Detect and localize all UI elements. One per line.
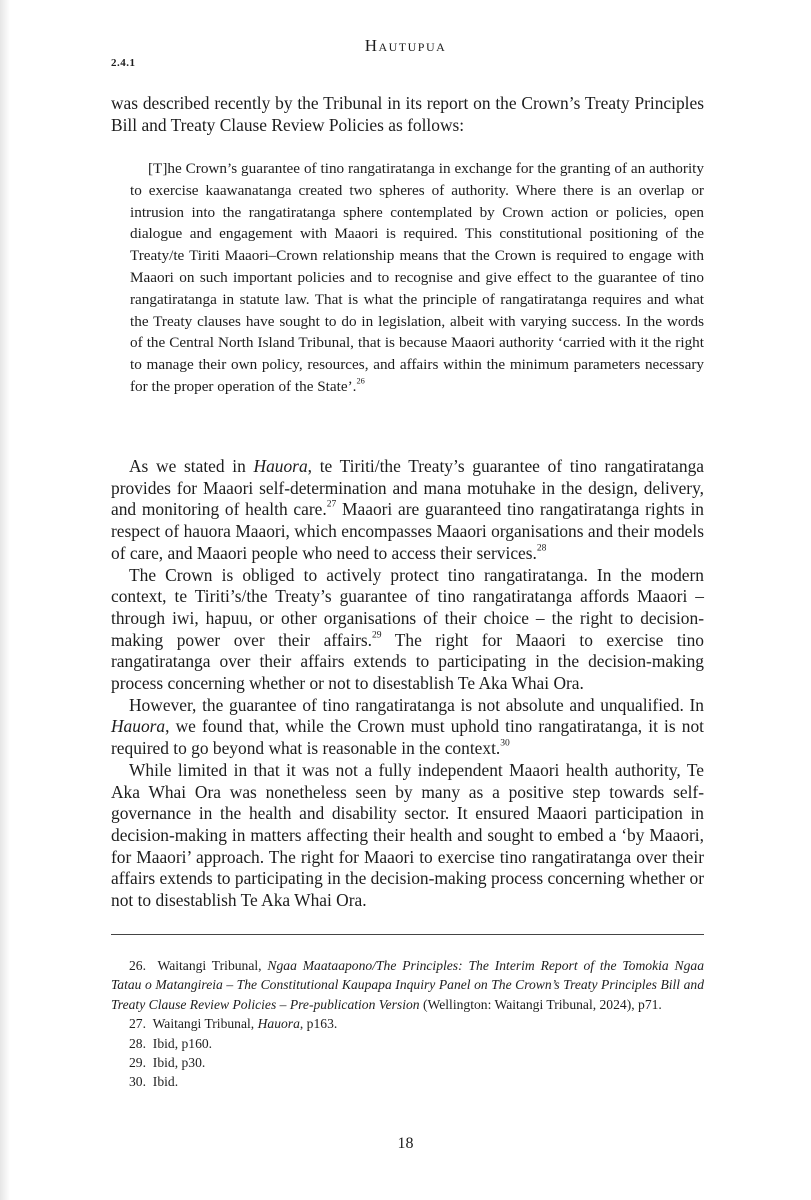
paragraph-3: However, the guarantee of tino rangatiratanga is not absolute and unqualified. In Hauora, we found that, while the Crown must uphold tino rangatiratanga, it is not required to go beyond what is reasonable in the context.$^{30}$ — [111, 694, 704, 759]
footnote-28: 28. Ibid, p160. — [129, 1035, 213, 1051]
footnote-ref-27[interactable]: 27 — [326, 498, 337, 510]
binding-shadow — [0, 0, 10, 1200]
footnote-30: 30. Ibid. — [129, 1074, 179, 1090]
paragraph-2: The Crown is obliged to actively protect tino rangatiratanga. In the modern context, te Tiriti’s/the Treaty’s guarantee of tino rangatiratanga affords Maaori – through iwi, hapuu, or other organisations of their choice – the right to decision-making power over their affairs.$^{29}$ The right for Maaori to exercise tino rangatiratanga over their affairs extends to participating in the decision-making process concerning whether or not to disestablish Te Aka Whai Ora. — [111, 564, 704, 694]
page-number: 18 — [397, 1135, 414, 1152]
intro-text: was described recently by the Tribunal in its report on the Crown’s Treaty Principles Bill and Treaty Clause Review Policies as follows: — [111, 93, 704, 135]
running-head: Hautupua — [364, 36, 447, 55]
footnote-26: 26. Waitangi Tribunal, Ngaa Maataapono/The Principles: The Interim Report of the Tomokia Ngaa Tatau o Matangireia – The Constitutional Kaupapa Inquiry Panel on The Crown’s Treaty Principles Bill and Treaty Clause Review Policies – Pre-publication Version (Wellington: Waitangi Tribunal, 2024), p71. — [111, 958, 704, 1012]
footnote-ref-30[interactable]: 30 — [500, 737, 510, 749]
footnote-27: 27. Waitangi Tribunal, Hauora, p163. — [129, 1016, 338, 1032]
footnote-ref-29[interactable]: 29 — [372, 629, 382, 641]
footnotes — [111, 956, 704, 1092]
quote-paragraph — [130, 158, 704, 398]
footnote-divider — [111, 934, 704, 935]
main-body — [111, 456, 704, 912]
section-number: 2.4.1 — [111, 57, 136, 69]
intro-paragraph — [111, 93, 704, 136]
paragraph-4: While limited in that it was not a fully independent Maaori health authority, Te Aka Whai Ora was nonetheless seen by many as a positive step towards self-governance in the health and disability sector. It ensured Maaori participation in decision-making in matters affecting their health and sought to embed a ‘by Maaori, for Maaori’ approach. The right for Maaori to exercise tino rangatiratanga over their affairs extends to participating in the decision-making process concerning whether or not to disestablish Te Aka Whai Ora. — [111, 759, 704, 911]
hauora-title: Hauora — [253, 456, 308, 476]
paragraph-1: As we stated in Hauora, te Tiriti/the Treaty’s guarantee of tino rangatiratanga provides for Maaori self-determination and mana motuhake in the design, delivery, and monitoring of health care.$^{27}$ Maaori are guaranteed tino rangatiratanga rights in respect of hauora Maaori, which encompasses Maaori organisations and their models of care, and Maaori people who need to access their services.$^{28}$ — [111, 456, 704, 563]
block-quote — [130, 158, 704, 398]
footnote-29: 29. Ibid, p30. — [129, 1055, 206, 1071]
footnote-ref-26[interactable]: 26 — [356, 376, 365, 386]
footnote-ref-28[interactable]: 28 — [536, 542, 547, 554]
hauora-title: Hauora — [111, 716, 166, 737]
quote-text: [T]he Crown’s guarantee of tino rangatiratanga in exchange for the granting of an authority to exercise kaawanatanga created two spheres of authority. Where there is an overlap or intrusion into the rangatiratanga sphere contemplated by Crown action or policies, open dialogue and engagement with Maaori is required. This constitutional positioning of the Treaty/te Tiriti Maaori–Crown relationship means that the Crown is required to engage with Maaori on such important policies and to recognise and give effect to the guarantee of tino rangatiratanga in statute law. That is what the principle of rangatiratanga requires and what the Treaty clauses have sought to do in legislation, albeit with varying success. In the words of the Central North Island Tribunal, that is because Maaori authority ‘carried with it the right to manage their own policy, resources, and affairs within the minimum parameters necessary for the proper operation of the State’. — [130, 160, 704, 395]
